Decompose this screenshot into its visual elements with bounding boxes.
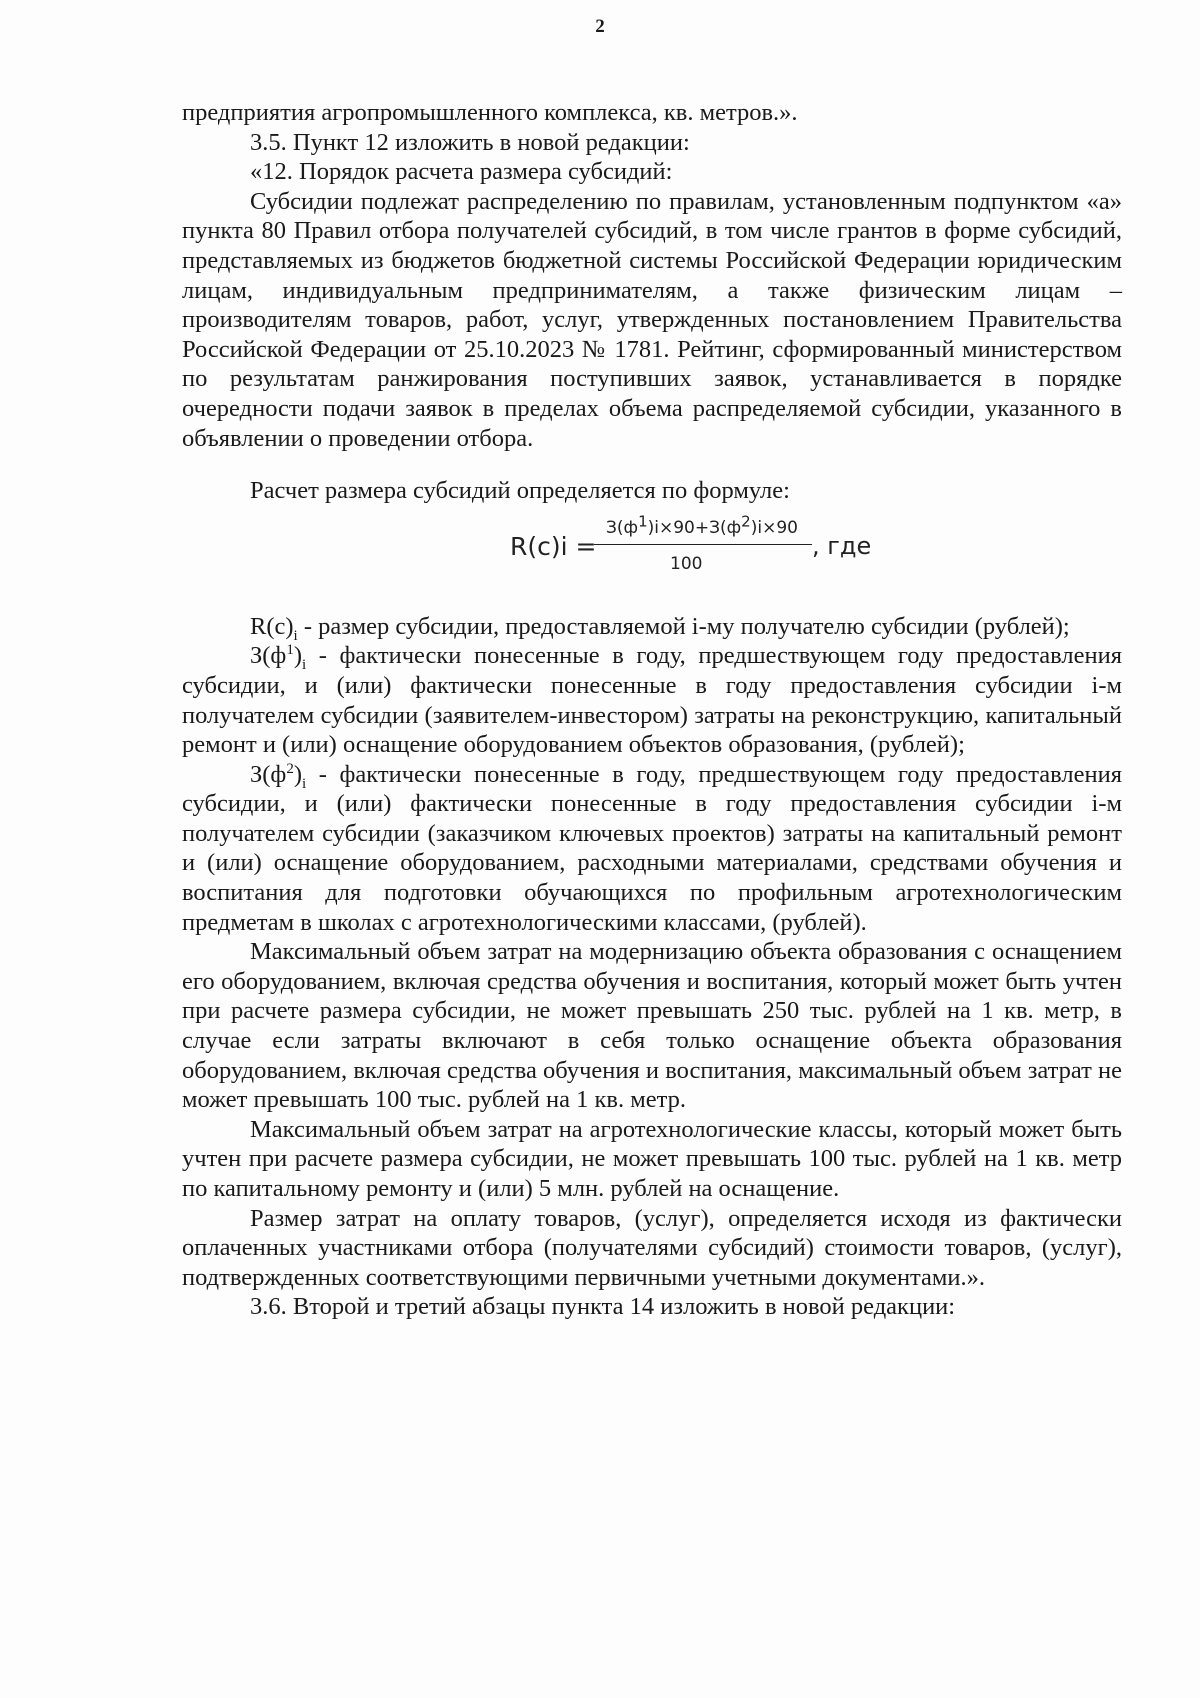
paragraph-cost-size: Размер затрат на оплату товаров, (услуг), определяется исходя из фактически оплаченных участниками отбора (получателями субсидий) стоимости товаров, (услуг), подтвержденных соответствующими первичными учетными документами.».: [182, 1204, 1122, 1291]
formula-lhs: R(c)i =: [510, 531, 597, 561]
paragraph-item-3-6: 3.6. Второй и третий абзацы пункта 14 изложить в новой редакции:: [250, 1293, 956, 1321]
formula-where: , где: [812, 531, 872, 560]
paragraph-subsidy-rules: Субсидии подлежат распределению по правилам, установленным подпунктом «а» пункта 80 Правил отбора получателей субсидий, в том числе грантов в форме субсидий, представляемых из бюджетов бюджетной системы Российской Федерации юридическим лицам, индивидуальным предпринимателям, а также физическим лицам – производителям товаров, работ, услуг, утвержденных постановлением Правительства Российской Федерации от 25.10.2023 № 1781. Рейтинг, сформированный министерством по результатам ранжирования поступивших заявок, устанавливается в порядке очередности подачи заявок в пределах объема распределяемой субсидии, указанного в объявлении о проведении отбора.: [182, 187, 1122, 452]
paragraph-formula-intro: Расчет размера субсидий определяется по формуле:: [250, 477, 790, 505]
paragraph-point-12-heading: «12. Порядок расчета размера субсидий:: [250, 158, 673, 186]
definition-r: $R(c)_i$ - размер субсидии, предоставляемой i-му получателю субсидии (рублей);: [250, 612, 1070, 644]
document-body: [182, 98, 1122, 1322]
definition-z2: $З(ф^2)_i$ - фактически понесенные в году, предшествующем году предоставления субсидии, и (или) фактически понесенные в году предоставления субсидии i-м получателем субсидии (заказчиком ключевых проектов) затраты на капитальный ремонт и (или) оснащение оборудованием, расходными материалами, средствами обучения и воспитания для подготовки обучающихся по профильным агротехнологическим предметам в школах с агротехнологическими классами, (рублей).: [182, 760, 1122, 936]
page-number: 2: [595, 16, 605, 37]
spacer: [182, 453, 1122, 476]
formula-numerator: $З(ф^1)i\times 90+З(ф^2)i\times 90$: [606, 512, 798, 538]
fraction-bar: [594, 544, 812, 545]
formula-denominator: 100: [670, 553, 703, 574]
paragraph-max-agro-classes: Максимальный объем затрат на агротехнологические классы, который может быть учтен при расчете размера субсидии, не может превышать 100 тыс. рублей на 1 кв. метр по капитальному ремонту и (или) 5 млн. рублей на оснащение.: [182, 1115, 1122, 1202]
paragraph-item-3-5: 3.5. Пункт 12 изложить в новой редакции:: [250, 128, 690, 156]
subsidy-formula: [182, 514, 1122, 592]
paragraph-max-modernization: Максимальный объем затрат на модернизацию объекта образования с оснащением его оборудованием, включая средства обучения и воспитания, который может быть учтен при расчете размера субсидии, не может превышать 250 тыс. рублей на 1 кв. метр, в случае если затраты включают в себя только оснащение объекта образования оборудованием, включая средства обучения и воспитания, максимальный объем затрат не может превышать 100 тыс. рублей на 1 кв. метр.: [182, 938, 1122, 1114]
paragraph-continuation: предприятия агропромышленного комплекса, кв. метров.».: [182, 99, 798, 126]
definition-z1: $З(ф^1)_i$ - фактически понесенные в году, предшествующем году предоставления субсидии, и (или) фактически понесенные в году предоставления субсидии i-м получателем субсидии (заявителем-инвестором) затраты на реконструкцию, капитальный ремонт и (или) оснащение оборудованием объектов образования, (рублей);: [182, 642, 1122, 759]
